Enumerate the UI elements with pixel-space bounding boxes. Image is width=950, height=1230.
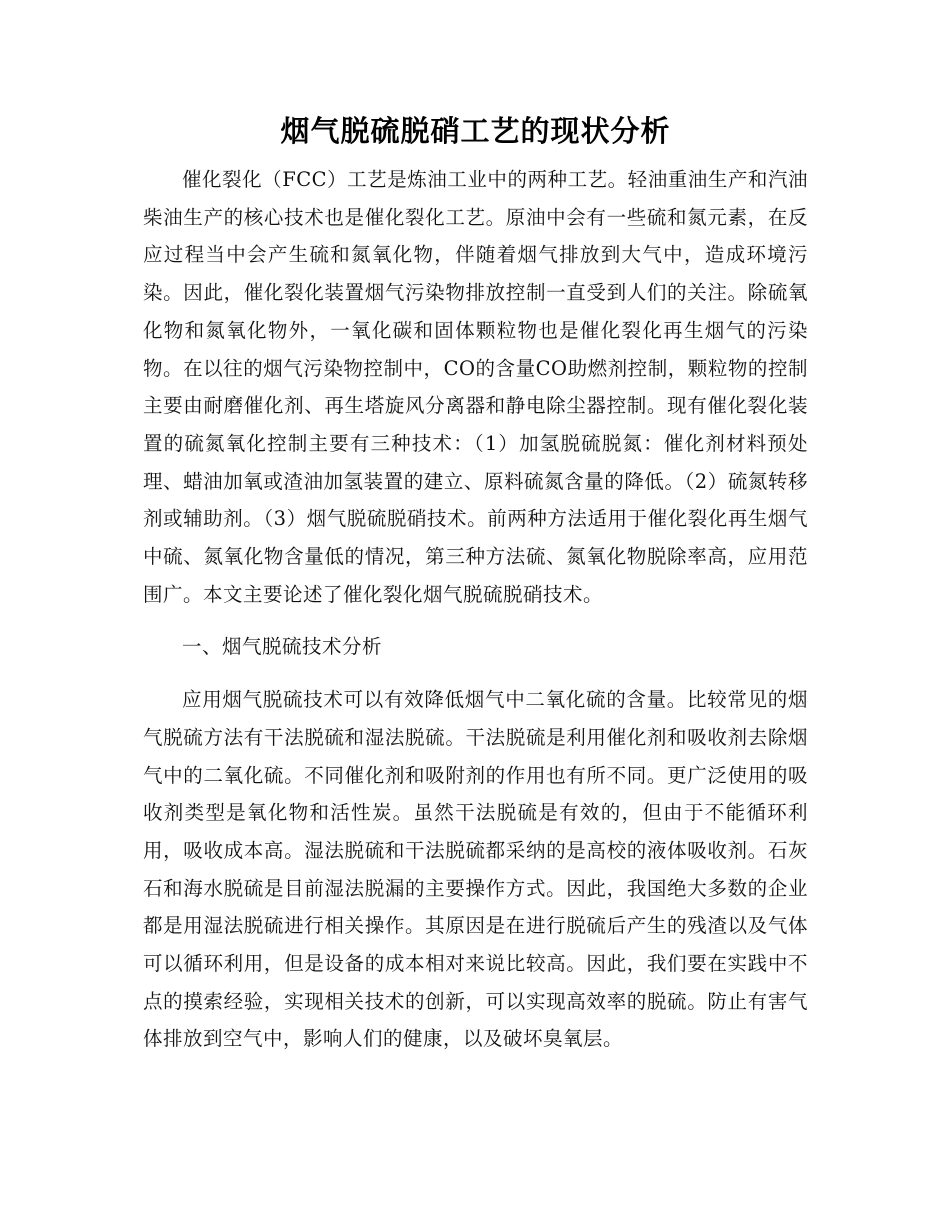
section-paragraph: 应用烟气脱硫技术可以有效降低烟气中二氧化硫的含量。比较常见的烟气脱硫方法有干法脱硫和湿法脱硫。干法脱硫是利用催化剂和吸收剂去除烟气中的二氧化硫。不同催化剂和吸附剂的作用也有所不同。更广泛使用的吸收剂类型是氧化物和活性炭。虽然干法脱硫是有效的，但由于不能循环利用，吸收成本高。湿法脱硫和干法脱硫都采纳的是高校的液体吸收剂。石灰石和海水脱硫是目前湿法脱漏的主要操作方式。因此，我国绝大多数的企业都是用湿法脱硫进行相关操作。其原因是在进行脱硫后产生的残渣以及气体可以循环利用，但是设备的成本相对来说比较高。因此，我们要在实践中不点的摸索经验，实现相关技术的创新，可以实现高效率的脱硫。防止有害气体排放到空气中，影响人们的健康，以及破坏臭氧层。: [143, 688, 808, 1051]
intro-paragraph: 催化裂化（FCC）工艺是炼油工业中的两种工艺。轻油重油生产和汽油柴油生产的核心技术也是催化裂化工艺。原油中会有一些硫和氮元素，在反应过程当中会产生硫和氮氧化物，伴随着烟气排放到大气中，造成环境污染。因此，催化裂化装置烟气污染物排放控制一直受到人们的关注。除硫氧化物和氮氧化物外，一氧化碳和固体颗粒物也是催化裂化再生烟气的污染物。在以往的烟气污染物控制中，CO的含量CO助燃剂控制，颗粒物的控制主要由耐磨催化剂、再生塔旋风分离器和静电除尘器控制。现有催化裂化装置的硫氮氧化控制主要有三种技术：（1）加氢脱硫脱氮：催化剂材料预处理、蜡油加氧或渣油加氢装置的建立、原料硫氮含量的降低。（2）硫氮转移剂或辅助剂。（3）烟气脱硫脱硝技术。前两种方法适用于催化裂化再生烟气中硫、氮氧化物含量低的情况，第三种方法硫、氮氧化物脱除率高，应用范围广。本文主要论述了催化裂化烟气脱硫脱硝技术。: [143, 168, 808, 606]
spacer: [143, 666, 808, 681]
document-title: 烟气脱硫脱硝工艺的现状分析: [280, 114, 671, 148]
spacer: [143, 613, 808, 628]
section-heading: 一、烟气脱硫技术分析: [182, 635, 383, 659]
document-page: [143, 106, 808, 1058]
